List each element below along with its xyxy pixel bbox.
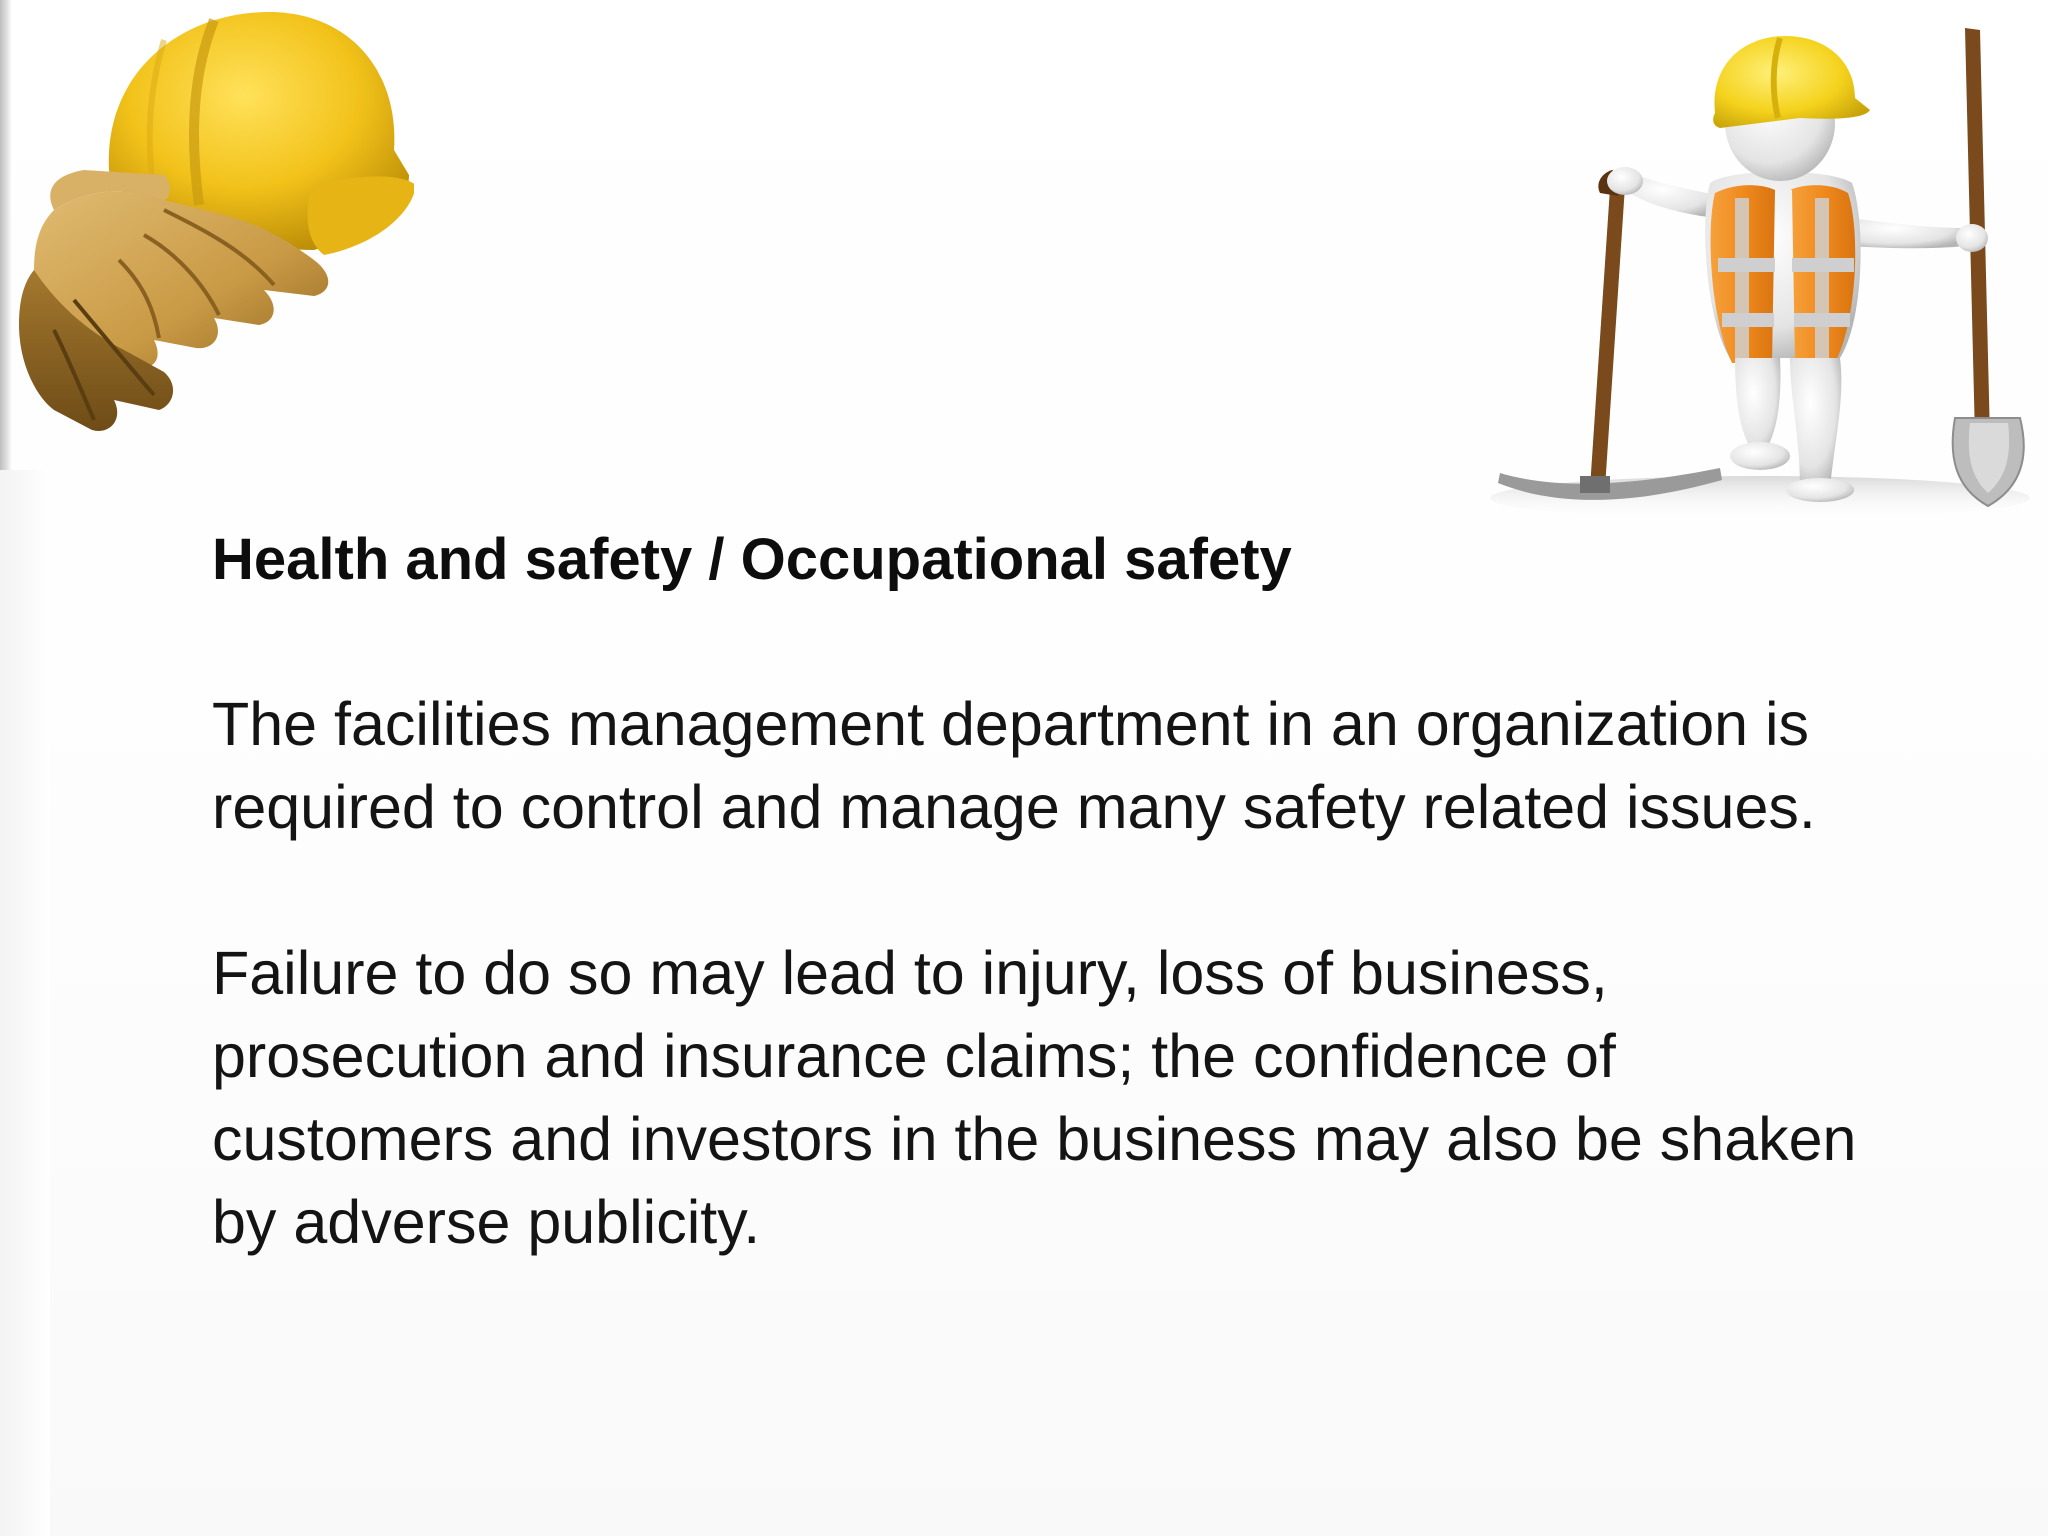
hard-hat-and-gloves-icon	[14, 0, 414, 470]
construction-worker-icon	[1460, 18, 2048, 538]
paragraph-failure	[212, 932, 1912, 1264]
paragraph-line: required to control and manage many safety related issues.	[212, 773, 1816, 841]
paragraph-line: by adverse publicity.	[212, 1188, 761, 1256]
paragraph-line: customers and investors in the business may also be shaken	[212, 1105, 1857, 1173]
slide-left-edge-shadow	[0, 0, 12, 470]
paragraph-facilities	[212, 683, 1912, 849]
slide-body	[212, 520, 1912, 1264]
paragraph-line: prosecution and insurance claims; the confidence of	[212, 1022, 1616, 1090]
paragraph-line: Failure to do so may lead to injury, loss of business,	[212, 939, 1608, 1007]
paragraph-line: The facilities management department in an organization is	[212, 690, 1810, 758]
slide-left-gradient	[0, 470, 50, 1536]
slide-heading: Health and safety / Occupational safety	[212, 527, 1292, 592]
